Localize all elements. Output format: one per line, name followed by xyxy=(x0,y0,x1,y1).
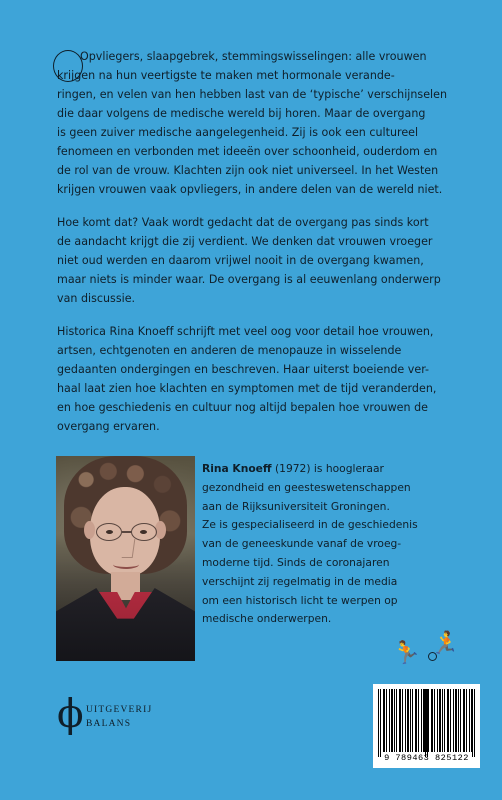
intro-line-1: Opvliegers, slaapgebrek, stemmingswisselingen: alle vrouwen xyxy=(80,50,427,63)
right-eye xyxy=(140,530,147,534)
author-mouth xyxy=(113,560,139,569)
barcode-guard-right-2 xyxy=(474,689,475,757)
middle-paragraph xyxy=(57,213,455,308)
author-title-suffix: is hoogleraar xyxy=(310,462,384,475)
middle-line-1: Hoe komt dat? Vaak wordt gedacht dat de overgang pas sinds kort xyxy=(57,216,429,229)
author-bio-line-7: verschijnt zij regelmatig in de media xyxy=(202,574,398,588)
author-bio-line-6: moderne tijd. Sinds de coronajaren xyxy=(202,555,390,569)
barcode-guard-center-2 xyxy=(427,689,428,757)
publisher-line-1: UITGEVERIJ xyxy=(86,705,153,715)
intro-line-4: die daar volgens de medische wereld bij horen. Maar de overgang xyxy=(57,107,426,120)
closing-line-5: en hoe geschiedenis en cultuur nog altijd bepalen hoe vrouwen de xyxy=(57,401,428,414)
intro-line-3: ringen, en velen van hen hebben last van de ‘typische’ verschijnselen xyxy=(57,88,448,101)
intro-line-7: de rol van de vrouw. Klachten zijn ook niet universeel. In het Westen xyxy=(57,164,439,177)
runner-illustration xyxy=(383,628,473,678)
barcode-guard-left-1 xyxy=(378,689,379,757)
middle-line-4: maar niets is minder waar. De overgang is al eeuwenlang onderwerp xyxy=(57,273,441,286)
author-bio-line-9: medische onderwerpen. xyxy=(202,612,332,626)
closing-paragraph xyxy=(57,322,455,436)
intro-line-5: is geen zuiver medische aangelegenheid. Zij is ook een cultureel xyxy=(57,126,419,139)
barcode-guard-left-2 xyxy=(380,689,381,757)
publisher-logo-icon: ϕ xyxy=(57,692,84,737)
closing-line-3: gedaanten ondergingen en beschreven. Haar uiterst boeiende ver- xyxy=(57,363,430,376)
author-bio xyxy=(202,460,452,629)
middle-line-5: van discussie. xyxy=(57,292,136,305)
author-bio-line-3: aan de Rijksuniversiteit Groningen. xyxy=(202,499,390,513)
author-bio-line-1 xyxy=(202,460,452,479)
author-bio-line-8: om een historisch licht te werpen op xyxy=(202,593,398,607)
isbn-text: 9 789463 825122 xyxy=(384,753,469,763)
author-bio-line-5: van de geneeskunde vanaf de vroeg- xyxy=(202,537,402,551)
left-eye xyxy=(106,530,113,534)
author-name: Rina Knoeff xyxy=(202,462,272,475)
author-bio-line-2: gezondheid en geesteswetenschappen xyxy=(202,480,411,494)
publisher-line-2: BALANS xyxy=(86,719,132,729)
closing-line-4: haal laat zien hoe klachten en symptomen met de tijd veranderden, xyxy=(57,382,437,395)
drop-cap-circle xyxy=(53,50,83,82)
runner-2-icon: 🏃 xyxy=(429,628,463,661)
intro-line-8: krijgen vrouwen vaak opvliegers, in andere delen van de wereld niet. xyxy=(57,183,443,196)
author-bio-line-4: Ze is gespecialiseerd in de geschiedenis xyxy=(202,518,418,532)
intro-line-2: krijgen na hun veertigste te maken met hormonale verande- xyxy=(57,69,395,82)
closing-line-2: artsen, echtgenoten en anderen de menopauze in wisselende xyxy=(57,344,402,357)
author-year: (1972) xyxy=(274,462,311,475)
middle-line-2: de aandacht krijgt die zij verdient. We denken dat vrouwen vroeger xyxy=(57,235,433,248)
publisher-branding xyxy=(57,692,217,737)
barcode-guard-center-1 xyxy=(425,689,426,757)
runner-1-icon: 🏃 xyxy=(389,636,424,669)
intro-line-6: fenomeen en verbonden met ideeën over schoonheid, ouderdom en xyxy=(57,145,438,158)
middle-line-3: niet oud werden en daarom vrijwel nooit in de overgang kwamen, xyxy=(57,254,424,267)
barcode-panel xyxy=(373,684,480,768)
barcode-guard-right-1 xyxy=(472,689,473,757)
author-photo xyxy=(56,456,195,661)
intro-paragraph xyxy=(57,47,455,199)
closing-line-1: Historica Rina Knoeff schrijft met veel oog voor detail hoe vrouwen, xyxy=(57,325,434,338)
closing-line-6: overgang ervaren. xyxy=(57,420,160,433)
